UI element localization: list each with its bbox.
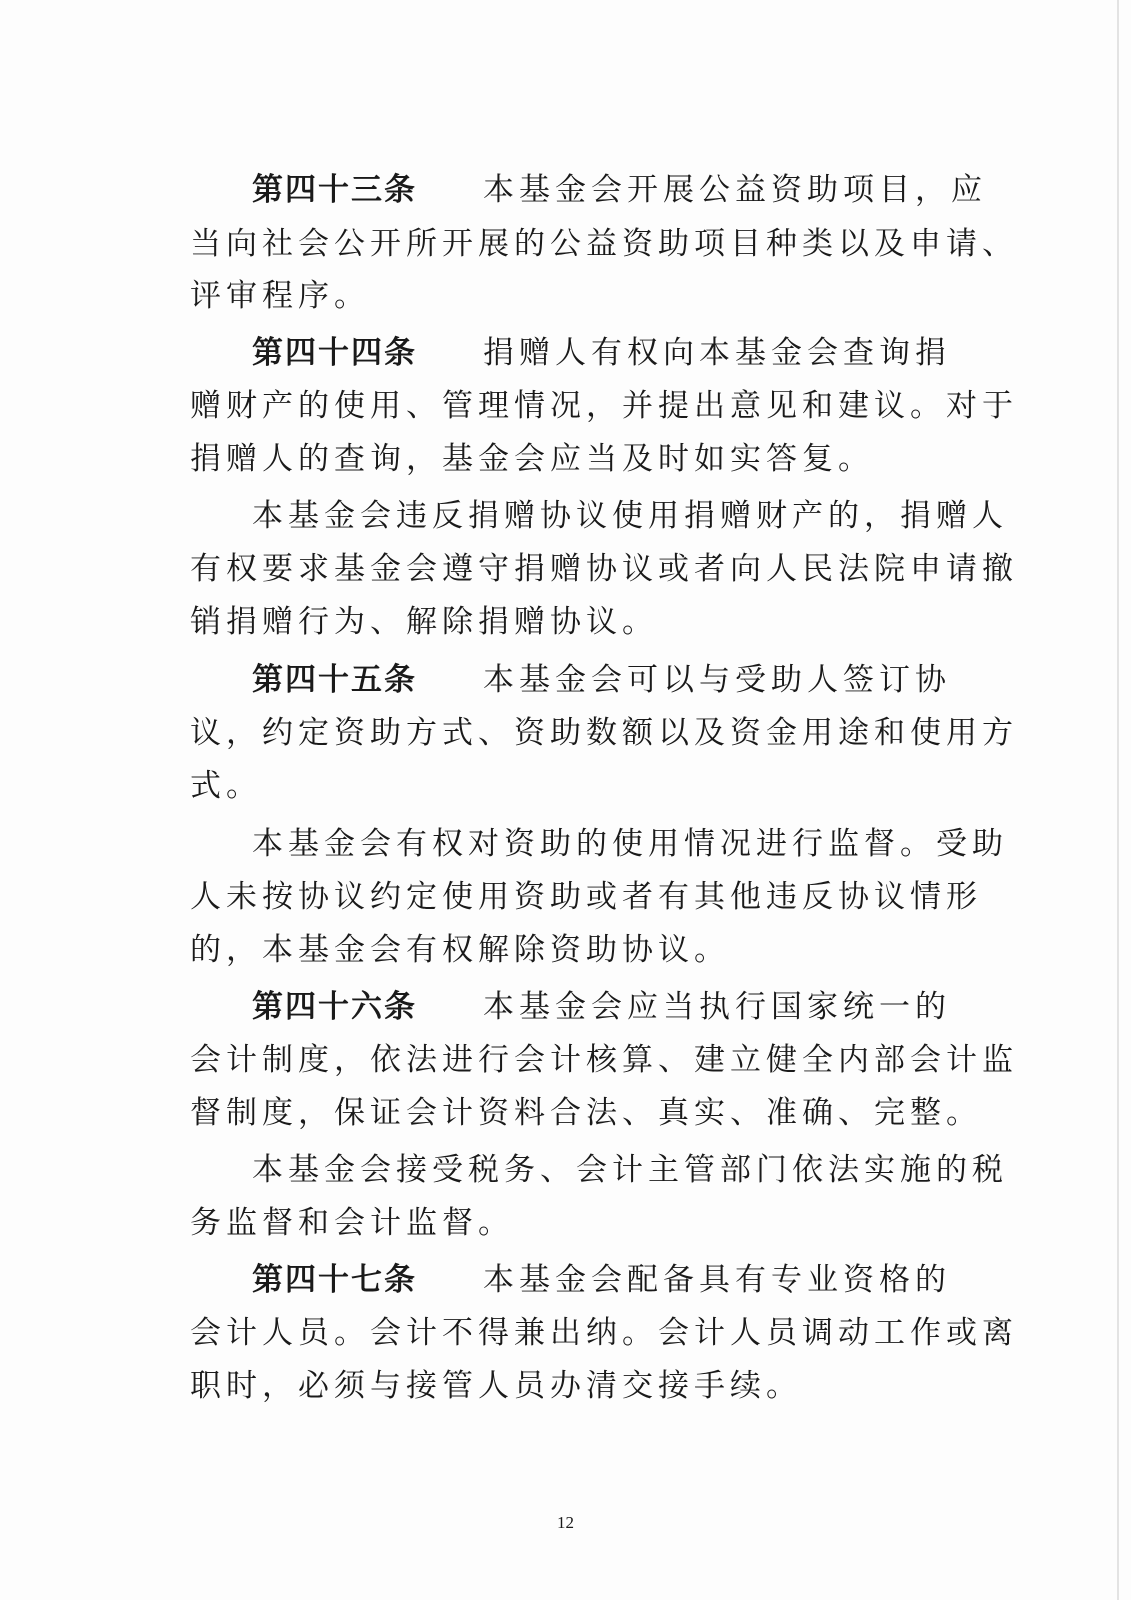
article-text: 捐赠人有权向本基金会查询捐: [483, 335, 951, 371]
text-line: 会计制度，依法进行会计核算、建立健全内部会计监: [190, 1042, 1018, 1078]
article-44-first-line: [252, 333, 951, 373]
article-text: 本基金会应当执行国家统一的: [483, 989, 951, 1025]
text-line: 议，约定资助方式、资助数额以及资金用途和使用方: [190, 715, 1018, 751]
article-text: 本基金会开展公益资助项目，应: [483, 172, 987, 208]
text-line: 销捐赠行为、解除捐赠协议。: [190, 604, 658, 640]
text-line: 会计人员。会计不得兼出纳。会计人员调动工作或离: [190, 1315, 1018, 1351]
article-43-first-line: [252, 170, 987, 210]
article-text: 本基金会配备具有专业资格的: [483, 1262, 951, 1298]
article-46-first-line: [252, 987, 951, 1027]
paragraph-first-line: 本基金会接受税务、会计主管部门依法实施的税: [252, 1152, 1008, 1188]
text-line: 的，本基金会有权解除资助协议。: [190, 932, 730, 968]
article-text: 本基金会可以与受助人签订协: [483, 662, 951, 698]
paragraph-first-line: 本基金会有权对资助的使用情况进行监督。受助: [252, 826, 1008, 862]
text-line: 有权要求基金会遵守捐赠协议或者向人民法院申请撤: [190, 551, 1018, 587]
text-line: 捐赠人的查询，基金会应当及时如实答复。: [190, 441, 874, 477]
paragraph-first-line: 本基金会违反捐赠协议使用捐赠财产的，捐赠人: [252, 498, 1008, 534]
text-line: 督制度，保证会计资料合法、真实、准确、完整。: [190, 1095, 982, 1131]
article-heading: 第四十六条: [252, 989, 417, 1025]
text-line: 式。: [190, 768, 262, 804]
text-line: 当向社会公开所开展的公益资助项目种类以及申请、: [190, 226, 1018, 262]
page-edge: [1117, 0, 1119, 1600]
article-heading: 第四十七条: [252, 1262, 417, 1298]
article-heading: 第四十三条: [252, 172, 417, 208]
page-number: 12: [557, 1513, 574, 1532]
article-heading: 第四十四条: [252, 335, 417, 371]
article-47-first-line: [252, 1260, 951, 1300]
text-line: 评审程序。: [190, 278, 370, 314]
article-heading: 第四十五条: [252, 662, 417, 698]
article-45-first-line: [252, 660, 951, 700]
text-line: 职时，必须与接管人员办清交接手续。: [190, 1368, 802, 1404]
text-line: 务监督和会计监督。: [190, 1205, 514, 1241]
text-line: 人未按协议约定使用资助或者有其他违反协议情形: [190, 879, 982, 915]
text-line: 赠财产的使用、管理情况，并提出意见和建议。对于: [190, 388, 1018, 424]
